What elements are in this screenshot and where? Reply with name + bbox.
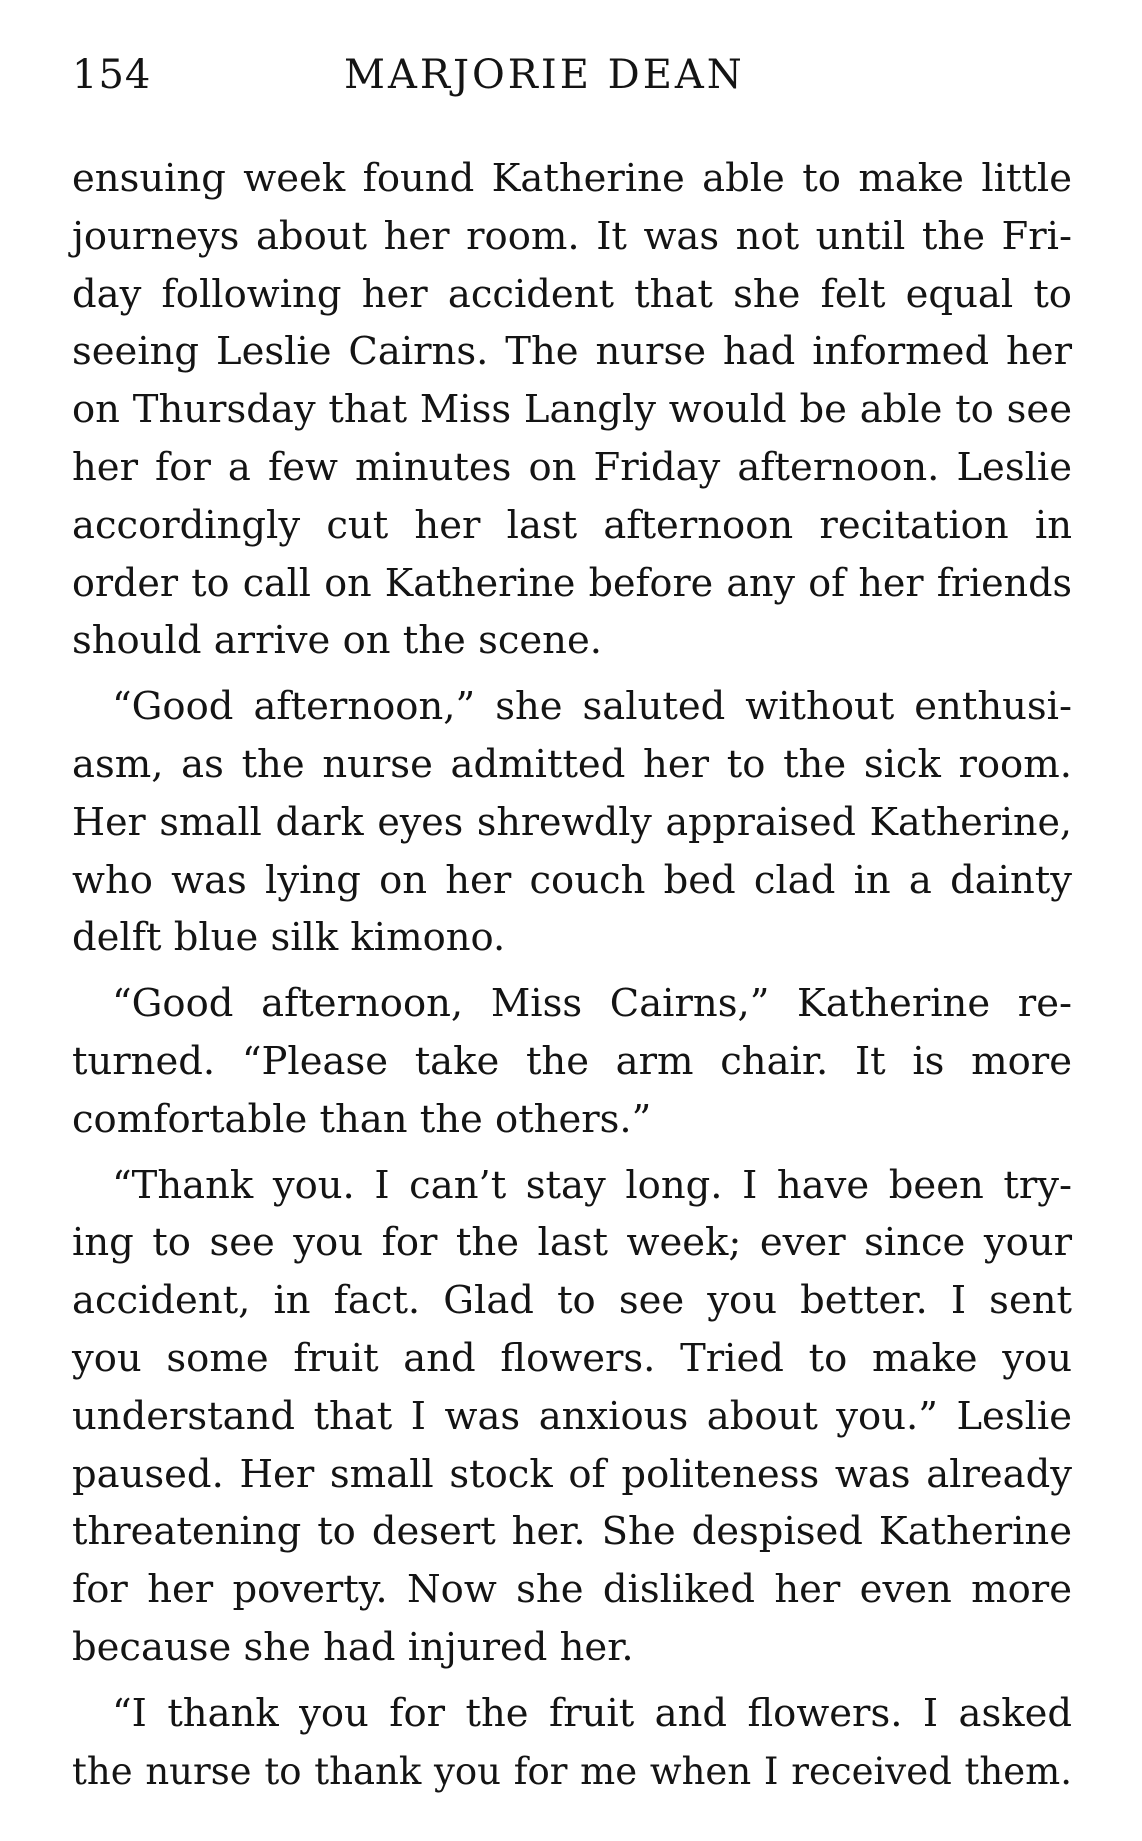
- text-line: ing to see you for the last week; ever since your: [72, 1220, 1072, 1266]
- text-line: for her poverty. Now she disliked her even more: [72, 1567, 1072, 1613]
- text-line: comfortable than the others.”: [72, 1096, 652, 1142]
- text-line: paused. Her small stock of politeness was already: [72, 1451, 1072, 1497]
- text-line: “Good afternoon, Miss Cairns,” Katherine re-: [112, 981, 1072, 1027]
- book-title: MARJORIE DEAN: [344, 52, 745, 98]
- text-line: Her small dark eyes shrewdly appraised Katherine,: [72, 799, 1072, 844]
- text-line: should arrive on the scene.: [72, 618, 602, 664]
- text-line: ensuing week found Katherine able to make little: [72, 156, 1072, 201]
- text-line: asm, as the nurse admitted her to the sick room.: [72, 741, 1072, 787]
- page-number: 154: [72, 52, 152, 98]
- body-text: [72, 150, 1072, 1800]
- text-line: “Good afternoon,” she saluted without enthusi-: [112, 684, 1072, 730]
- paragraph: [72, 1157, 1072, 1677]
- text-line: understand that I was anxious about you.” Leslie: [72, 1393, 1072, 1439]
- text-line: you some fruit and flowers. Tried to make you: [72, 1335, 1072, 1381]
- text-line: the nurse to thank you for me when I received them.: [72, 1749, 1072, 1793]
- text-line: turned. “Please take the arm chair. It is more: [72, 1038, 1072, 1084]
- text-line: order to call on Katherine before any of her friends: [72, 560, 1072, 605]
- text-line: day following her accident that she felt equal to: [72, 271, 1072, 317]
- text-line: threatening to desert her. She despised Katherine: [72, 1509, 1072, 1555]
- text-line: who was lying on her couch bed clad in a dainty: [72, 857, 1072, 903]
- text-line: seeing Leslie Cairns. The nurse had informed her: [72, 329, 1072, 375]
- paragraph: [72, 678, 1072, 967]
- text-line: “I thank you for the fruit and flowers. I asked: [112, 1690, 1072, 1736]
- text-line: accordingly cut her last afternoon recitation in: [72, 502, 1072, 548]
- running-head: [72, 52, 1072, 112]
- text-line: because she had injured her.: [72, 1624, 634, 1670]
- paragraph: [72, 975, 1072, 1148]
- text-line: journeys about her room. It was not until the Fri-: [72, 213, 1072, 259]
- text-line: “Thank you. I can’t stay long. I have been try-: [112, 1162, 1072, 1208]
- text-line: her for a few minutes on Friday afternoon. Leslie: [72, 444, 1072, 490]
- paragraph: [72, 1685, 1072, 1801]
- text-line: on Thursday that Miss Langly would be able to see: [72, 387, 1072, 433]
- paragraph: [72, 150, 1072, 670]
- text-line: delft blue silk kimono.: [72, 915, 506, 961]
- text-line: accident, in fact. Glad to see you better. I sent: [72, 1278, 1072, 1324]
